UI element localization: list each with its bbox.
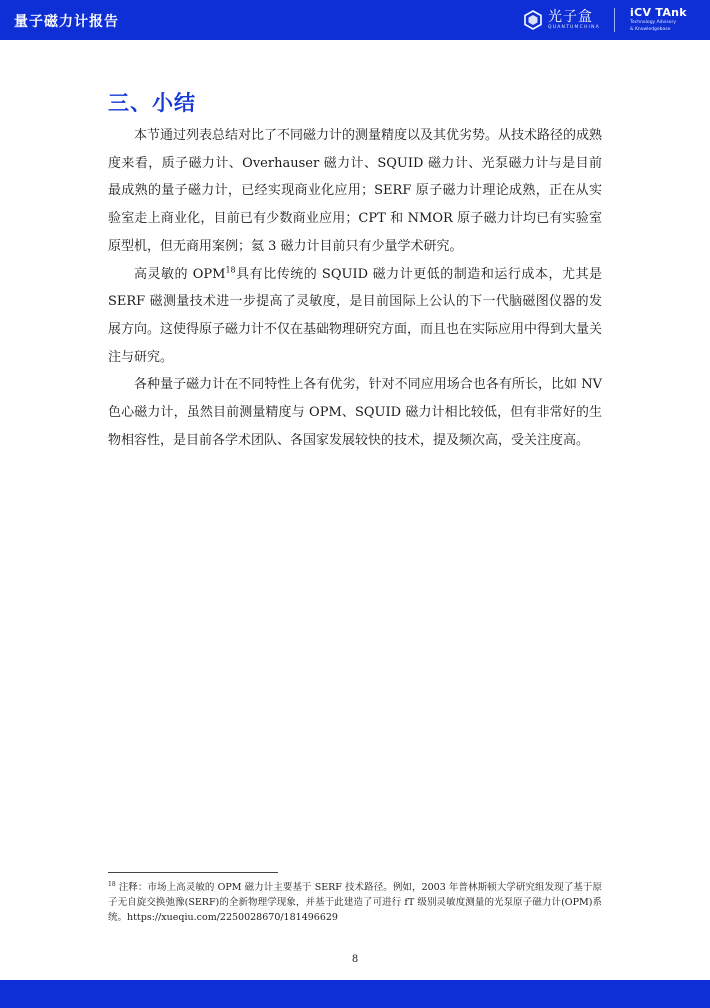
icv-tank-logo: [630, 7, 687, 32]
footnote-divider: [108, 872, 278, 873]
footnote-text: 注释：市场上高灵敏的 OPM 磁力计主要基于 SERF 技术路径。例如，2003 年普林斯顿大学研究组发现了基于原子无自旋交换弛豫(SERF)的全新物理学现象，并基于此建造了可进行 fT 级别灵敏度测量的光泵原子磁力计(OPM)系统。https://xueqiu.com/2250028670/181496629: [108, 882, 602, 923]
footer-bar: [0, 980, 710, 1008]
page-number: 8: [351, 954, 359, 965]
body-text: [108, 122, 602, 454]
brand-subtitle-quantumchina: QUANTUMCHINA: [548, 24, 600, 30]
brand-name-icv-tank: iCV TAnk: [630, 6, 687, 19]
footnote: [108, 880, 602, 925]
brand-name-quantumchina: 光子盒: [548, 8, 593, 25]
paragraph-2-rest: 具有比传统的 SQUID 磁力计更低的制造和运行成本，尤其是 SERF 磁测量技术进一步提高了灵敏度，是目前国际上公认的下一代脑磁图仪器的发展方向。这使得原子磁力计不仅在基础物理研究方面，而且也在实际应用中得到大量关注与研究。: [108, 266, 603, 365]
quantum-box-logo-icon: [524, 10, 542, 30]
footnote-reference-18[interactable]: 18: [225, 265, 236, 275]
brand-divider: [614, 8, 615, 32]
section-title: 三、小结: [108, 91, 196, 115]
paragraph-2: [108, 261, 602, 372]
paragraph-2-start: 高灵敏的 OPM: [134, 266, 226, 282]
header-bar: [0, 0, 710, 40]
paragraph-3: 各种量子磁力计在不同特性上各有优劣，针对不同应用场合也各有所长，比如 NV 色心磁力计，虽然目前测量精度与 OPM、SQUID 磁力计相比较低，但有非常好的生物相容性，是目前各学术团队、各国家发展较快的技术，提及频次高，受关注度高。: [108, 377, 602, 448]
quantumchina-logo: [524, 6, 600, 34]
brand-subtitle-icv-tank-line1: Technology Advisory: [630, 20, 677, 25]
brand-subtitle-icv-tank-line2: & Knowledgebase: [630, 27, 671, 33]
paragraph-1: 本节通过列表总结对比了不同磁力计的测量精度以及其优劣势。从技术路径的成熟度来看，质子磁力计、Overhauser 磁力计、SQUID 磁力计、光泵磁力计与是目前最成熟的量子磁力计，已经实现商业化应用；SERF 原子磁力计理论成熟，正在从实验室走上商业化，目前已有少数商业应用；CPT 和 NMOR 原子磁力计均已有实验室原型机，但无商用案例；氦 3 磁力计目前只有少量学术研究。: [108, 128, 603, 254]
report-title: 量子磁力计报告: [14, 14, 119, 30]
footnote-marker: 18: [108, 880, 116, 888]
